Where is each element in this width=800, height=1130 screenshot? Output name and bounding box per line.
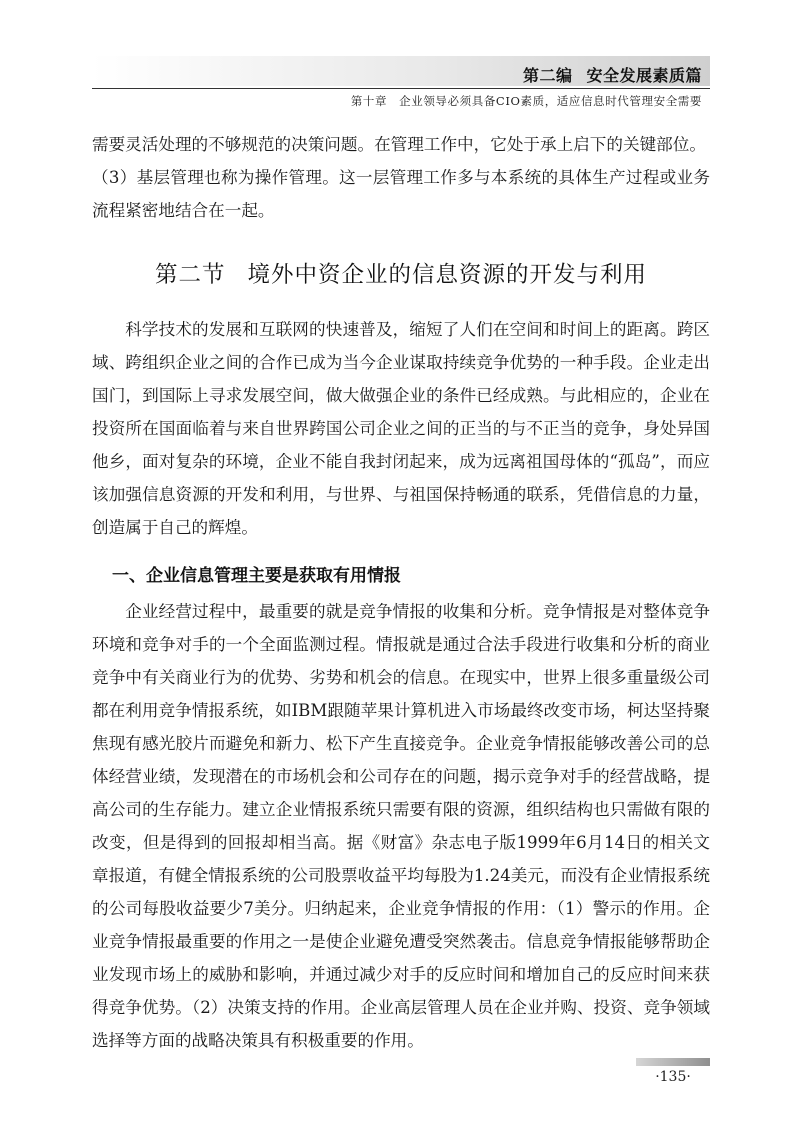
section-heading bbox=[92, 257, 710, 289]
basic-management-paragraph: （3）基层管理也称为操作管理。这一层管理工作多与本系统的具体生产过程或业务流程紧密地结合在一起。 bbox=[92, 168, 710, 220]
chapter-number: 第十章 bbox=[350, 94, 388, 108]
header-rule bbox=[92, 88, 710, 89]
running-header-chapter bbox=[351, 93, 702, 109]
continued-paragraph bbox=[92, 128, 710, 227]
section-number: 第二节 bbox=[154, 262, 226, 288]
part-number: 第二编 bbox=[522, 66, 573, 85]
page-number: ·135· bbox=[655, 1069, 691, 1085]
intro-paragraph: 科学技术的发展和互联网的快速普及，缩短了人们在空间和时间上的距离。跨区域、跨组织企业之间的合作已成为当今企业谋取持续竞争优势的一种手段。企业走出国门，到国际上寻求发展空间，做大做强企业的条件已经成熟。与此相应的，企业在投资所在国面临着与来自世界跨国公司企业之间的正当的与不正当的竞争，身处异国他乡，面对复杂的环境，企业不能自我封闭起来，成为远离祖国母体的“孤岛”，而应该加强信息资源的开发和利用，与世界、与祖国保持畅通的联系，凭借信息的力量，创造属于自己的辉煌。 bbox=[92, 320, 710, 537]
running-header-part bbox=[523, 63, 702, 86]
part-title: 安全发展素质篇 bbox=[586, 66, 702, 85]
continued-paragraph-line: 需要灵活处理的不够规范的决策问题。在管理工作中，它处于承上启下的关键部位。 bbox=[92, 135, 706, 154]
subsection-heading: 一、企业信息管理主要是获取有用情报 bbox=[112, 566, 401, 586]
competitive-intelligence-paragraph: 企业经营过程中，最重要的就是竞争情报的收集和分析。竞争情报是对整体竞争环境和竞争对手的一个全面监测过程。情报就是通过合法手段进行收集和分析的商业竞争中有关商业行为的优势、劣势和机会的信息。在现实中，世界上很多重量级公司都在利用竞争情报系统，如IBM跟随苹果计算机进入市场最终改变市场，柯达坚持聚焦现有感光胶片而避免和新力、松下产生直接竞争。企业竞争情报能够改善公司的总体经营业绩，发现潜在的市场机会和公司存在的问题，揭示竞争对手的经营战略，提高公司的生存能力。建立企业情报系统只需要有限的资源，组织结构也只需做有限的改变，但是得到的回报却相当高。据《财富》杂志电子版1999年6月14日的相关文章报道，有健全情报系统的公司股票收益平均每股为1.24美元，而没有企业情报系统的公司每股收益要少7美分。归纳起来，企业竞争情报的作用：（1）警示的作用。企业竞争情报最重要的作用之一是使企业避免遭受突然袭击。信息竞争情报能够帮助企业发现市场上的威胁和影响，并通过减少对手的反应时间和增加自己的反应时间来获得竞争优势。（2）决策支持的作用。企业高层管理人员在企业并购、投资、竞争领域选择等方面的战略决策具有积极重要的作用。 bbox=[92, 602, 710, 1050]
chapter-title: 企业领导必须具备CIO素质，适应信息时代管理安全需要 bbox=[399, 94, 702, 108]
section-title: 境外中资企业的信息资源的开发与利用 bbox=[247, 262, 648, 288]
footer-shade-bar bbox=[636, 1058, 710, 1066]
